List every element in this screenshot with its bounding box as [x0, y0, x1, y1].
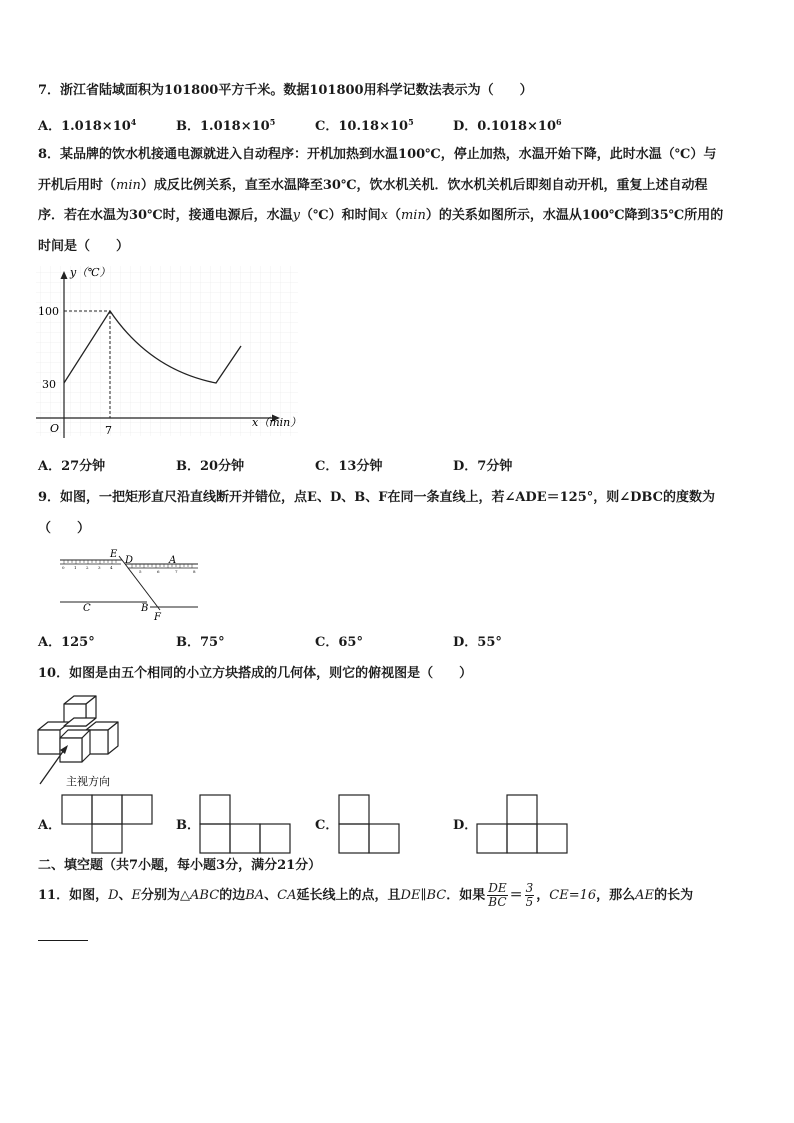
q10-option-b-view — [199, 794, 291, 854]
q10-option-c-letter: C． — [315, 818, 339, 833]
svg-text:1: 1 — [74, 565, 77, 570]
section-2-heading: 二、填空题（共7小题，每小题3分，满分21分） — [38, 858, 322, 873]
q10-stem: 10．如图是由五个相同的小立方块搭成的几何体，则它的俯视图是（ ） — [38, 666, 473, 681]
fraction-3-over-5: $\frac{3}{5}$ — [525, 881, 534, 909]
q7-stem: 7．浙江省陆域面积为101800平方千米。数据101800用科学记数法表示为（ ） — [38, 83, 533, 98]
label-A: A — [169, 555, 177, 566]
q11-stem: 11．如图，D、E分别为△ABC的边BA、CA延长线上的点，且DE∥BC．如果 $\frac{DE}{BC}$ ＝ $\frac{3}{5}$ ，CE=16，那么AE的长为 — [38, 881, 694, 909]
q8-option-a: A．27分钟 — [38, 459, 106, 474]
x-tick-7: 7 — [105, 424, 112, 437]
q9-option-c: C．65° — [315, 635, 363, 650]
y-tick-100: 100 — [38, 305, 59, 318]
q10-option-a-letter: A． — [38, 818, 62, 833]
q7-option-c: C．$10.18\times 10^5$ — [315, 117, 414, 134]
x-axis-label: x（min） — [252, 416, 302, 429]
q8-stem-line-3: 序．若在水温为30℃时，接通电源后，水温y（℃）和时间x（min）的关系如图所示，水温从100℃降到35℃所用的 — [38, 208, 724, 223]
q9-option-d: D．55° — [453, 635, 502, 650]
q8-temperature-graph — [30, 262, 310, 442]
q11-answer-blank — [38, 940, 88, 941]
q8-option-d: D．7分钟 — [453, 459, 513, 474]
q7-option-d: D．$0.1018\times 10^6$ — [453, 117, 562, 134]
label-B: B — [141, 603, 149, 614]
label-E: E — [110, 549, 118, 560]
q10-option-b-letter: B． — [176, 818, 200, 833]
left-ruler-ticks — [64, 560, 116, 564]
q9-option-b: B．75° — [176, 635, 225, 650]
svg-text:6: 6 — [157, 569, 160, 574]
svg-text:2: 2 — [86, 565, 89, 570]
q10-cube-solid — [30, 692, 150, 792]
fraction-de-over-bc: $\frac{DE}{BC}$ — [488, 881, 507, 909]
svg-text:5: 5 — [139, 569, 142, 574]
q8-option-c: C．13分钟 — [315, 459, 383, 474]
svg-text:7: 7 — [175, 569, 178, 574]
label-F: F — [154, 612, 161, 623]
svg-text:8: 8 — [193, 569, 196, 574]
svg-text:0: 0 — [62, 565, 65, 570]
label-D: D — [125, 555, 134, 566]
q8-stem-line-4: 时间是（ ） — [38, 239, 130, 254]
view-direction-arrow — [40, 750, 64, 784]
view-direction-label: 主视方向 — [66, 775, 110, 788]
graph-grid — [36, 266, 298, 436]
q9-option-a: A．125° — [38, 635, 95, 650]
y-axis-label: y（℃） — [70, 266, 111, 279]
q10-option-d-view — [476, 794, 568, 854]
origin-label: O — [50, 422, 60, 435]
q8-stem-line-1: 8．某品牌的饮水机接通电源就进入自动程序：开机加热到水温100℃，停止加热，水温开始下降，此时水温（℃）与 — [38, 147, 717, 162]
y-tick-30: 30 — [42, 378, 56, 391]
q8-stem-line-2: 开机后用时（min）成反比例关系，直至水温降至30℃，饮水机关机．饮水机关机后即刻自动开机，重复上述自动程 — [38, 178, 708, 193]
q8-option-b: B．20分钟 — [176, 459, 245, 474]
q10-option-a-view — [61, 794, 153, 854]
svg-text:3: 3 — [98, 565, 101, 570]
svg-text:4: 4 — [110, 565, 113, 570]
q9-stem-line-1: 9．如图，一把矩形直尺沿直线断开并错位，点E、D、B、F在同一条直线上，若∠ADE＝125°，则∠DBC的度数为 — [38, 490, 715, 505]
q9-stem-line-2: （ ） — [38, 521, 91, 536]
q9-ruler-figure — [55, 548, 205, 624]
right-ruler-ticks — [132, 564, 192, 568]
q7-option-b: B．$1.018\times 10^5$ — [176, 117, 276, 134]
q10-option-d-letter: D． — [453, 818, 478, 833]
q10-option-c-view — [338, 794, 400, 854]
q7-option-a: A．$1.018\times 10^4$ — [38, 117, 137, 134]
label-C: C — [83, 603, 91, 614]
